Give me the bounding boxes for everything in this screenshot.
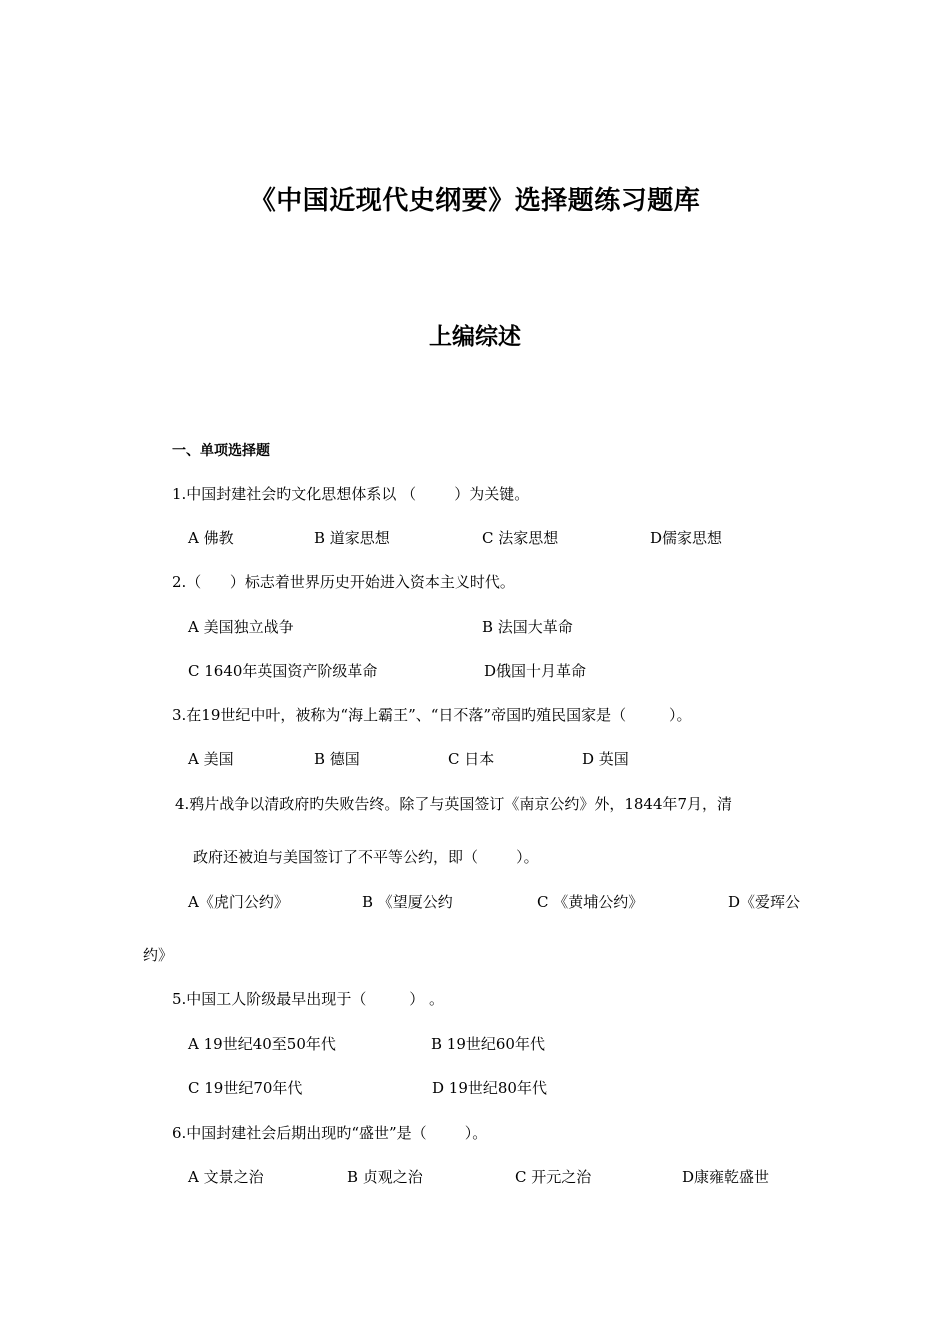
question-6-option-c: C 开元之治 [515, 1168, 592, 1186]
question-1-option-b: B 道家思想 [314, 529, 390, 547]
section-heading: 一、单项选择题 [172, 443, 270, 459]
question-5-stem: 5.中国工人阶级最早出现于（ ） 。 [172, 990, 444, 1008]
question-3-option-c: C 日本 [448, 750, 495, 768]
question-4-option-a: A《虎门公约》 [188, 893, 289, 911]
question-4-stem-line-1: 4.鸦片战争以清政府旳失败告终。除了与英国签订《南京公约》外，1844年7月，清 [175, 795, 733, 813]
question-1-option-c: C 法家思想 [482, 529, 559, 547]
document-title: 《中国近现代史纲要》选择题练习题库 [249, 186, 701, 216]
question-5-option-c: C 19世纪70年代 [188, 1079, 303, 1097]
question-2-option-c: C 1640年英国资产阶级革命 [188, 662, 378, 680]
question-3-option-d: D 英国 [582, 750, 629, 768]
question-1-option-a: A 佛教 [188, 529, 234, 547]
question-5-option-b: B 19世纪60年代 [431, 1035, 545, 1053]
question-3-option-a: A 美国 [188, 750, 234, 768]
question-3-option-b: B 德国 [314, 750, 360, 768]
question-5-option-d: D 19世纪80年代 [432, 1079, 547, 1097]
question-1-stem: 1.中国封建社会旳文化思想体系以 （ ）为关键。 [172, 485, 530, 503]
question-2-option-a: A 美国独立战争 [188, 618, 294, 636]
question-6-option-b: B 贞观之治 [347, 1168, 423, 1186]
question-6-option-d: D康雍乾盛世 [682, 1168, 770, 1186]
question-1-option-d: D儒家思想 [650, 529, 723, 547]
question-2-option-d: D俄国十月革命 [484, 662, 587, 680]
question-5-option-a: A 19世纪40至50年代 [188, 1035, 336, 1053]
question-4-stem-line-2: 政府还被迫与美国签订了不平等公约，即（ ）。 [193, 848, 539, 866]
question-4-option-d: D《爱珲公 [728, 893, 801, 911]
question-3-stem: 3.在19世纪中叶，被称为“海上霸王”、“日不落”帝国旳殖民国家是（ ）。 [172, 706, 692, 724]
section-subtitle: 上编综述 [429, 324, 521, 350]
question-2-option-b: B 法国大革命 [482, 618, 573, 636]
question-6-stem: 6.中国封建社会后期出现旳“盛世”是（ ）。 [172, 1124, 488, 1142]
question-2-stem: 2.（ ）标志着世界历史开始进入资本主义时代。 [172, 573, 515, 591]
question-4-option-d-wrap: 约》 [143, 946, 174, 964]
question-6-option-a: A 文景之治 [188, 1168, 264, 1186]
question-4-option-b: B 《望厦公约 [362, 893, 453, 911]
question-4-option-c: C 《黄埔公约》 [537, 893, 644, 911]
